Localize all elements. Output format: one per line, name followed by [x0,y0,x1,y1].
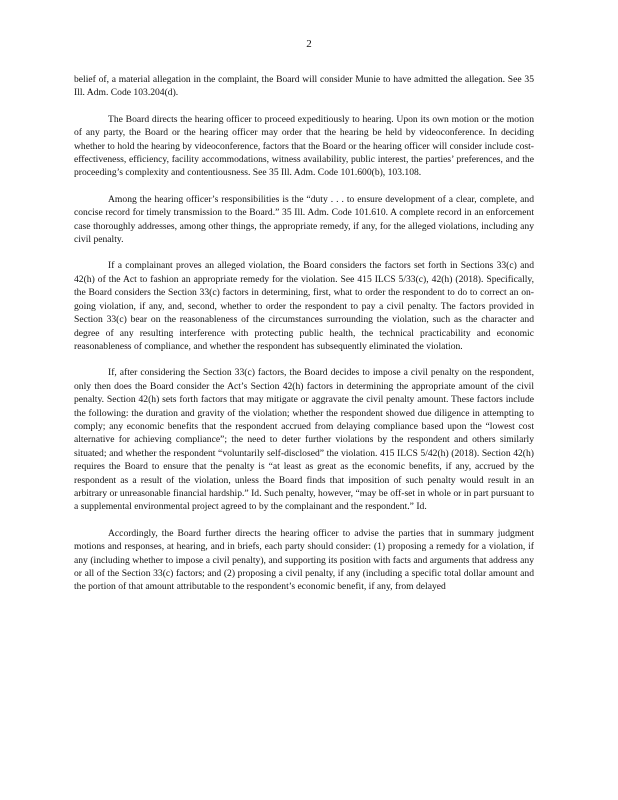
paragraph-continued: belief of, a material allegation in the complaint, the Board will consider Munie to have admitted the allegation. See 35 Ill. Adm. Code 103.204(d). [74,74,534,99]
paragraph-accordingly: Accordingly, the Board further directs the hearing officer to advise the parties that in summary judgment motions and responses, at hearing, and in briefs, each party should consider: (1) proposing a remedy for a violation, if any (including whether to impose a civil penalty), and supporting its position with facts and arguments that address any or all of the Section 33(c) factors; and (2) proposing a civil penalty, if any (including a specific total dollar amount and the portion of that amount attributable to the respondent’s economic benefit, if any, from delayed [74,527,534,593]
paragraph-section-42h: If, after considering the Section 33(c) factors, the Board decides to impose a civil penalty on the respondent, only then does the Board consider the Act’s Section 42(h) factors in determining the appropriate amount of the civil penalty. Section 42(h) sets forth factors that may mitigate or aggravate the civil penalty amount. These factors include the following: the duration and gravity of the violation; whether the respondent showed due diligence in attempting to comply; any economic benefits that the respondent accrued from delaying compliance based upon the “lowest cost alternative for achieving compliance”; the need to deter further violations by the respondent and others similarly situated; and whether the respondent “voluntarily self-disclosed” the violation. 415 ILCS 5/42(h) (2018). Section 42(h) requires the Board to ensure that the penalty is “at least as great as the economic benefits, if any, accrued by the respondent as a result of the violation, unless the Board finds that imposition of such penalty would result in an arbitrary or unreasonable financial hardship.” Id. Such penalty, however, “may be off-set in whole or in part pursuant to a supplemental environmental project agreed to by the complainant and the respondent.” Id. [74,367,534,513]
paragraph-videoconference: The Board directs the hearing officer to proceed expeditiously to hearing. Upon its own motion or the motion of any party, the Board or the hearing officer may order that the hearing be held by videoconference. In deciding whether to hold the hearing by videoconference, factors that the Board or the hearing officer will consider include cost-effectiveness, efficiency, facility accommodations, witness availability, public interest, the parties’ preferences, and the proceeding’s complexity and contentiousness. See 35 Ill. Adm. Code 101.600(b), 103.108. [74,113,534,179]
paragraph-hearing-officer-duty: Among the hearing officer’s responsibilities is the “duty . . . to ensure development of a clear, complete, and concise record for timely transmission to the Board.” 35 Ill. Adm. Code 101.610. A complete record in an enforcement case thoroughly addresses, among other things, the appropriate remedy, if any, for the alleged violations, including any civil penalty. [74,193,534,246]
paragraph-section-33c: If a complainant proves an alleged violation, the Board considers the factors set forth in Sections 33(c) and 42(h) of the Act to fashion an appropriate remedy for the violation. See 415 ILCS 5/33(c), 42(h) (2018). Specifically, the Board considers the Section 33(c) factors in determining, first, what to order the respondent to do to correct an on-going violation, if any, and, second, whether to order the respondent to pay a civil penalty. The factors provided in Section 33(c) bear on the reasonableness of the circumstances surrounding the violation, such as the character and degree of any resulting interference with protecting public health, the technical practicability and economic reasonableness of compliance, and whether the respondent has subsequently eliminated the violation. [74,260,534,352]
page-number: 2 [306,38,312,50]
document-body [74,73,534,607]
